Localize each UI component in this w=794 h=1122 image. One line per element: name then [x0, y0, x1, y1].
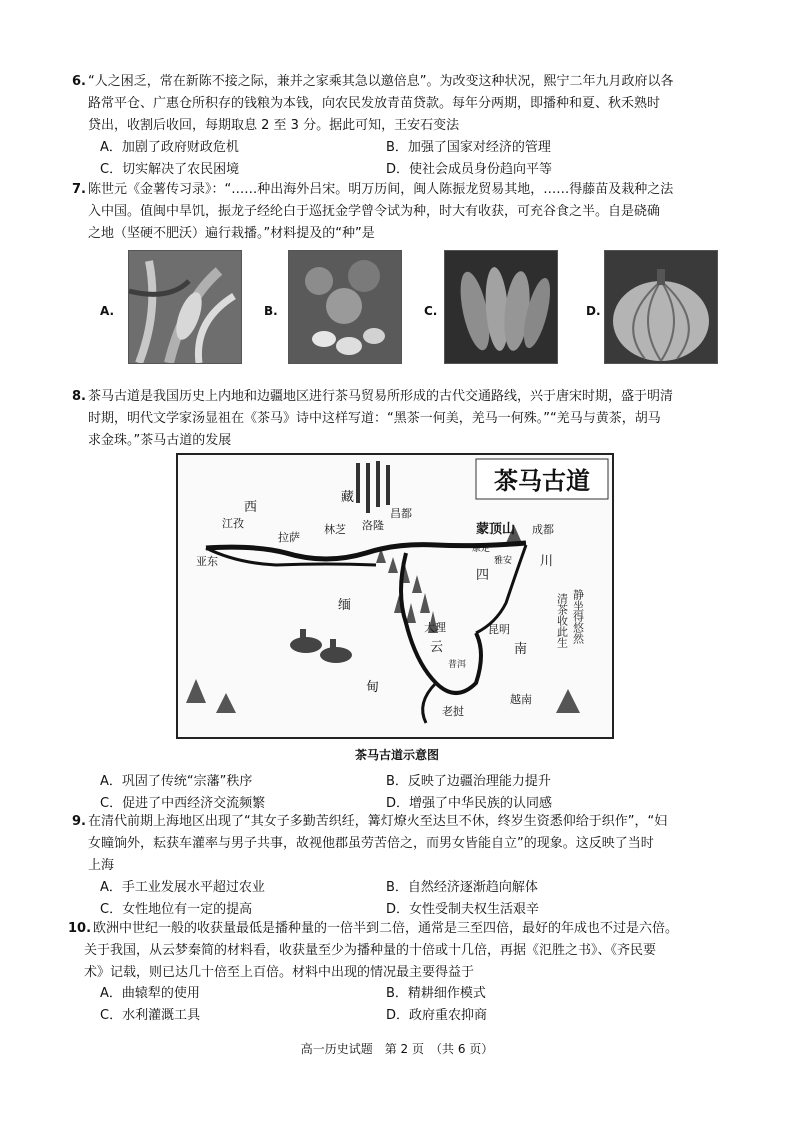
corn-plant-image: [129, 251, 241, 363]
question-10: [68, 918, 728, 984]
map-label-nan: 南: [514, 642, 528, 657]
q10-text-1: 欧洲中世纪一般的收获量最低是播种量的一倍半到二倍，通常是三至四倍，最好的年成也不过是六倍。: [93, 921, 679, 936]
peanut-plant-image: [289, 251, 401, 363]
pumpkin-image: [605, 251, 717, 363]
map-label-si: 四: [476, 568, 490, 583]
q8-line-2: 时期，明代文学家汤显祖在《茶马》诗中这样写道：“黑茶一何美，羌马一何殊。”“羌马与黄茶，胡马: [88, 411, 661, 426]
tea-horse-road-map[interactable]: [176, 453, 614, 739]
q10-option-a[interactable]: A．曲辕犁的使用: [100, 986, 200, 1001]
q9-option-c[interactable]: C．女性地位有一定的提高: [100, 902, 253, 917]
q6-option-b[interactable]: B．加强了国家对经济的管理: [386, 140, 551, 155]
map-label-chengdu: 成都: [532, 523, 554, 536]
map-label-west: 西: [244, 500, 258, 515]
map-label-jiangzi: 江孜: [222, 517, 244, 530]
map-label-changdu: 昌都: [390, 507, 412, 520]
question-6: [72, 71, 724, 137]
q7-pic-label-c: C.: [424, 304, 438, 318]
map-label-pu: 普洱: [448, 660, 467, 670]
q9-number: 9.: [72, 814, 86, 829]
map-label-mian: 缅: [338, 598, 352, 613]
map-label-laowo: 老挝: [442, 705, 464, 718]
sweet-potato-photo[interactable]: [444, 250, 558, 364]
map-label-kangding: 康定: [472, 544, 491, 554]
q7-text-1: 陈世元《金薯传习录》：“……种出海外吕宋。明万历间，闽人陈振龙贸易其地，……得藤苗及栽种之法: [87, 182, 674, 197]
q10-line-1: [68, 918, 728, 940]
sweet-potato-image: [445, 251, 557, 363]
q10-option-b[interactable]: B．精耕细作模式: [386, 986, 486, 1001]
q6-option-a[interactable]: A．加剧了政府财政危机: [100, 140, 239, 155]
q6-option-c[interactable]: C．切实解决了农民困境: [100, 162, 240, 177]
map-label-luolong: 洛隆: [362, 519, 384, 532]
q10-line-3: 术》记载，则已达几十倍至上百倍。材料中出现的情况最主要得益于: [84, 965, 475, 980]
map-label-dali: 大理: [424, 621, 446, 634]
q8-option-a[interactable]: A．巩固了传统“宗藩”秩序: [100, 774, 253, 789]
q8-option-b[interactable]: B．反映了边疆治理能力提升: [386, 774, 551, 789]
question-8: [72, 386, 724, 452]
q7-pic-label-a: A.: [100, 304, 115, 318]
q9-option-a[interactable]: A．手工业发展水平超过农业: [100, 880, 265, 895]
map-label-kunming: 昆明: [488, 623, 510, 636]
map-caption: 茶马古道示意图: [354, 748, 439, 762]
q9-line-2: 女瞳饷外，耘获车灌率与男子共事，故视他郡虽劳苦倍之，而男女皆能自立”的现象。这反映了当时: [88, 836, 654, 851]
q8-line-3: 求金珠。”茶马古道的发展: [88, 433, 232, 448]
q7-pic-label-d: D.: [586, 304, 601, 318]
map-label-yadong: 亚东: [196, 555, 218, 568]
question-7: [72, 179, 724, 245]
map-poem-right: 静坐得悠然: [571, 589, 585, 644]
q8-option-c[interactable]: C．促进了中西经济交流频繁: [100, 796, 266, 811]
map-label-lhasa: 拉萨: [278, 531, 300, 544]
q6-option-d[interactable]: D．使社会成员身份趋向平等: [386, 162, 553, 177]
q9-line-3: 上海: [88, 858, 115, 873]
map-label-zang: 藏: [341, 490, 355, 505]
q8-option-d[interactable]: D．增强了中华民族的认同感: [386, 796, 553, 811]
map-graphic: [176, 453, 614, 739]
pumpkin-photo[interactable]: [604, 250, 718, 364]
q7-line-1: [72, 179, 724, 201]
peanut-plant-photo[interactable]: [288, 250, 402, 364]
q10-option-c[interactable]: C．水利灌溉工具: [100, 1008, 201, 1023]
q6-line-3: 贷出，收割后收回，每期取息 2 至 3 分。据此可知，王安石变法: [88, 118, 460, 133]
q7-number: 7.: [72, 182, 86, 197]
q9-text-1: 在清代前期上海地区出现了“其女子多勤苦织纴，篝灯燎火至达旦不休，终岁生资悉仰给于织作”，“妇: [87, 814, 668, 829]
map-label-chuan: 川: [540, 554, 554, 569]
q9-option-b[interactable]: B．自然经济逐渐趋向解体: [386, 880, 538, 895]
q6-text-1: “人之困乏，常在新陈不接之际，兼并之家乘其急以邀倍息”。为改变这种状况，熙宁二年九月政府以各: [87, 74, 674, 89]
map-label-yun: 云: [430, 640, 444, 655]
page-footer: 高一历史试题 第 2 页 （共 6 页）: [300, 1042, 494, 1056]
q10-number: 10.: [68, 921, 92, 936]
map-label-dian: 甸: [366, 680, 380, 695]
map-label-mengding: 蒙顶山: [476, 522, 516, 537]
map-label-yuenan: 越南: [510, 693, 532, 706]
q8-line-1: [72, 386, 724, 408]
q8-text-1: 茶马古道是我国历史上内地和边疆地区进行茶马贸易所形成的古代交通路线，兴于唐宋时期，盛于明清: [87, 389, 673, 404]
corn-plant-photo[interactable]: [128, 250, 242, 364]
q6-line-1: [72, 71, 724, 93]
map-poem-left: 清茶收此生: [555, 593, 569, 648]
q6-number: 6.: [72, 74, 86, 89]
q7-line-2: 入中国。值闽中旱饥，振龙子经纶白于巡抚金学曾令试为种，时大有收获，可充谷食之半。自是硗确: [88, 204, 661, 219]
q9-line-1: [72, 811, 724, 833]
q7-pic-label-b: B.: [264, 304, 278, 318]
map-title: 茶马古道: [494, 467, 590, 495]
q9-option-d[interactable]: D．女性受制夫权生活艰辛: [386, 902, 540, 917]
q8-number: 8.: [72, 389, 86, 404]
q10-option-d[interactable]: D．政府重农抑商: [386, 1008, 488, 1023]
q10-line-2: 关于我国，从云梦秦简的材料看，收获量至少为播种量的十倍或十几倍，再据《氾胜之书》、《齐民要: [84, 943, 657, 958]
q6-line-2: 路常平仓、广惠仓所积存的钱粮为本钱，向农民发放青苗贷款。每年分两期，即播种和夏、秋禾熟时: [88, 96, 661, 111]
map-label-linzhi: 林芝: [324, 523, 346, 536]
map-label-yaan: 雅安: [494, 556, 513, 566]
question-9: [72, 811, 724, 877]
q7-line-3: 之地（坚硬不肥沃）遍行栽播。”材料提及的“种”是: [88, 226, 375, 241]
